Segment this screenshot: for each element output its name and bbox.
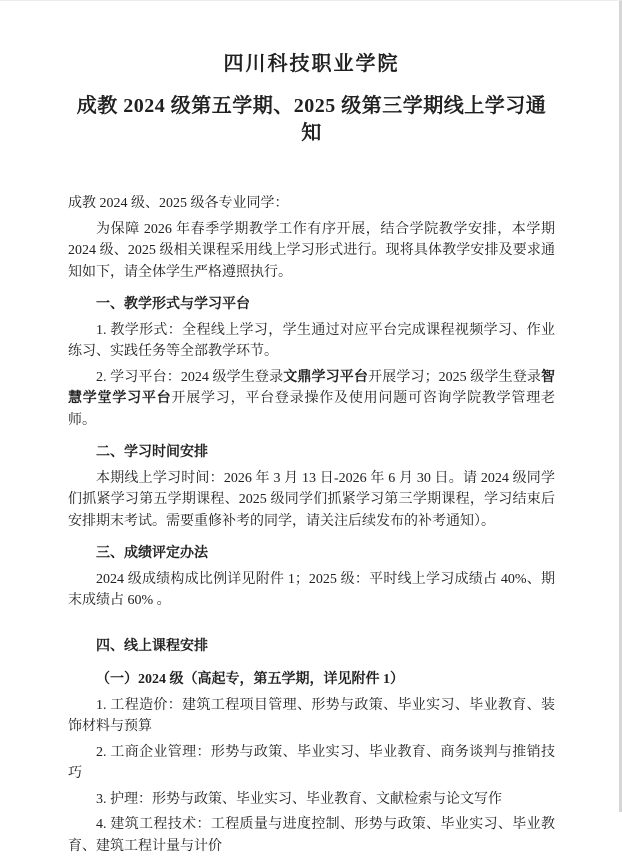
section-1-heading: 一、教学形式与学习平台: [96, 297, 250, 312]
course-item-gongchengzaojia: 1. 工程造价：建筑工程项目管理、形势与政策、毕业实习、毕业教育、装饰材料与预算: [68, 697, 555, 734]
platform-text-1: 2. 学习平台：2024 级学生登录: [96, 369, 284, 385]
course-item-gongshangguanli: 2. 工商企业管理：形势与政策、毕业实习、毕业教育、商务谈判与推销技巧: [68, 744, 555, 781]
greeting-line: 成教 2024 级、2025 级各专业同学：: [68, 196, 289, 211]
section-4-heading: 四、线上课程安排: [96, 638, 208, 654]
platform-text-3: 开展学习，平台登录操作及使用问题可咨询学院教学管理老师。: [68, 391, 555, 428]
grading-paragraph: 2024 级成绩构成比例详见附件 1；2025 级：平时线上学习成绩占 40%、期末成绩占 60% 。: [68, 571, 555, 608]
subsection-2024-heading: （一）2024 级（高起专，第五学期，详见附件 1）: [96, 672, 404, 687]
platform-name-zhihui-xuetang: 智慧学堂学习平台: [68, 369, 556, 406]
intro-paragraph: 为保障 2026 年春季学期教学工作有序开展，结合学院教学安排，本学期 2024 级、2025 级相关课程采用线上学习形式进行。现将具体教学安排及要求通知如下，请全体学生严格遵照执行。: [68, 221, 555, 280]
platform-text-2: 开展学习；2025 级学生登录: [368, 369, 542, 385]
learning-platform-paragraph: [68, 367, 555, 432]
course-item-jianzhugongcheng: 4. 建筑工程技术：工程质量与进度控制、形势与政策、毕业实习、毕业教育、建筑工程计量与计价: [68, 817, 555, 854]
doc-title: 四川科技职业学院: [223, 53, 400, 75]
doc-subtitle: 成教 2024 级第五学期、2025 级第三学期线上学习通知: [76, 95, 547, 144]
course-item-huli: 3. 护理：形势与政策、毕业实习、毕业教育、文献检索与论文写作: [96, 791, 502, 807]
platform-name-wending: 文鼎学习平台: [283, 369, 369, 385]
section-3-heading: 三、成绩评定办法: [96, 546, 208, 561]
schedule-paragraph: 本期线上学习时间：2026 年 3 月 13 日-2026 年 6 月 30 日。请 2024 级同学们抓紧学习第五学期课程、2025 级同学们抓紧学习第三学期课程，学习结束后安排期末考试。需要重修补考的同学，请关注后续发布的补考通知）。: [68, 470, 555, 529]
section-2-heading: 二、学习时间安排: [96, 445, 208, 460]
teaching-format-paragraph: 1. 教学形式：全程线上学习，学生通过对应平台完成课程视频学习、作业练习、实践任务等全部教学环节。: [68, 322, 555, 359]
